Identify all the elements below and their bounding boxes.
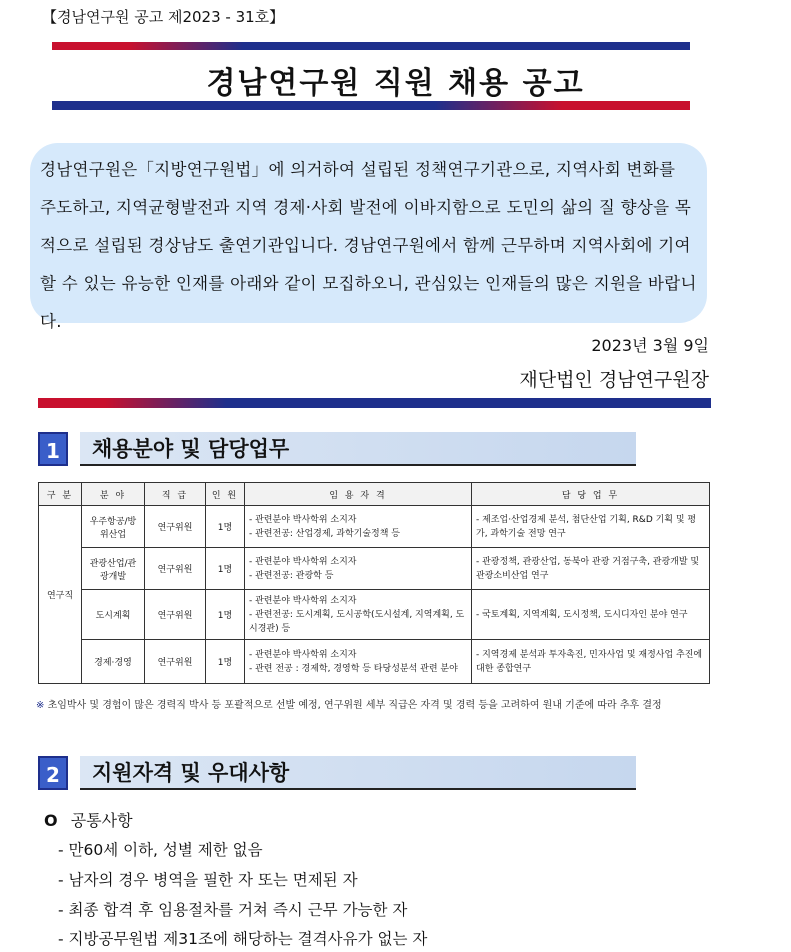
recruitment-table (38, 482, 710, 684)
field-cell: 경제·경영 (82, 640, 145, 684)
table-note (36, 697, 706, 715)
notice-number: 【경남연구원 공고 제2023 - 31호】 (42, 8, 285, 26)
table-row (39, 506, 710, 548)
table-header: 임 용 자 격 (245, 483, 472, 506)
count-cell: 1명 (206, 506, 245, 548)
field-cell: 관광산업/관광개발 (82, 548, 145, 590)
count-cell: 1명 (206, 590, 245, 640)
common-requirements-label: 공통사항 (70, 811, 133, 830)
category-cell: 연구직 (39, 506, 82, 684)
duty-cell: - 국토계획, 지역계획, 도시정책, 도시디자인 분야 연구 (472, 590, 710, 640)
section1-number: 1 (38, 432, 68, 466)
requirement-item: - 만60세 이하, 성별 제한 없음 (58, 841, 263, 859)
section2-title: 지원자격 및 우대사항 (80, 756, 636, 790)
field-cell: 도시계획 (82, 590, 145, 640)
table-header: 분 야 (82, 483, 145, 506)
table-header: 구 분 (39, 483, 82, 506)
qualification-cell: - 관련분야 박사학위 소지자 - 관련전공: 도시계획, 도시공학(도시설계, 지역계획, 도시경관) 등 (245, 590, 472, 640)
count-cell: 1명 (206, 548, 245, 590)
title-top-bar (52, 42, 690, 50)
qualification-cell: - 관련분야 박사학위 소지자 - 관련전공: 관광학 등 (245, 548, 472, 590)
grade-cell: 연구위원 (145, 548, 206, 590)
note-mark: ※ (36, 700, 45, 711)
requirement-item: - 최종 합격 후 임용절차를 거쳐 즉시 근무 가능한 자 (58, 901, 408, 919)
field-cell: 우주항공/방위산업 (82, 506, 145, 548)
section2-number: 2 (38, 756, 68, 790)
grade-cell: 연구위원 (145, 640, 206, 684)
requirement-item: - 지방공무원법 제31조에 해당하는 결격사유가 없는 자 (58, 930, 428, 948)
organization-name: 재단법인 경남연구원장 (519, 369, 709, 391)
table-header: 담 당 업 무 (472, 483, 710, 506)
table-header: 직 급 (145, 483, 206, 506)
duty-cell: - 제조업·산업경제 분석, 첨단산업 기획, R&D 기획 및 평가, 과학기술 전망 연구 (472, 506, 710, 548)
qualification-cell: - 관련분야 박사학위 소지자 - 관련전공: 산업경제, 과학기술정책 등 (245, 506, 472, 548)
title-bottom-bar (52, 101, 690, 110)
divider-bar (38, 398, 711, 408)
intro-text: 경남연구원은「지방연구원법」에 의거하여 설립된 정책연구기관으로, 지역사회 변화를 주도하고, 지역균형발전과 지역 경제·사회 발전에 이바지함으로 도민의 삶의 질 향상을 목적으로 설립된 경상남도 출연기관입니다. 경남연구원에서 함께 근무하며 지역사회에 기여할 수 있는 유능한 인재를 아래와 같이 모집하오니, 관심있는 인재들의 많은 지원을 바랍니다. (40, 160, 697, 331)
grade-cell: 연구위원 (145, 506, 206, 548)
requirement-item: - 남자의 경우 병역을 필한 자 또는 면제된 자 (58, 871, 358, 889)
duty-cell: - 지역경제 분석과 투자촉진, 민자사업 및 재정사업 추진에 대한 종합연구 (472, 640, 710, 684)
duty-cell: - 관광정책, 관광산업, 동북아 관광 거점구축, 관광개발 및 관광소비산업 연구 (472, 548, 710, 590)
section1-title: 채용분야 및 담당업무 (80, 432, 636, 466)
table-row (39, 590, 710, 640)
count-cell: 1명 (206, 640, 245, 684)
note-text: 초임박사 및 경험이 많은 경력직 박사 등 포괄적으로 선발 예정, 연구위원 세부 직급은 자격 및 경력 등을 고려하여 원내 기준에 따라 추후 결정 (47, 700, 662, 711)
circle-marker: O (44, 811, 58, 830)
table-row (39, 640, 710, 684)
common-requirements-heading (44, 808, 133, 831)
grade-cell: 연구위원 (145, 590, 206, 640)
intro-box (30, 143, 707, 331)
announcement-date: 2023년 3월 9일 (591, 336, 709, 355)
table-row (39, 548, 710, 590)
qualification-cell: - 관련분야 박사학위 소지자 - 관련 전공 : 경제학, 경영학 등 타당성분석 관련 분야 (245, 640, 472, 684)
page-title: 경남연구원 직원 채용 공고 (206, 66, 585, 101)
table-header-row (39, 483, 710, 506)
table-header: 인 원 (206, 483, 245, 506)
